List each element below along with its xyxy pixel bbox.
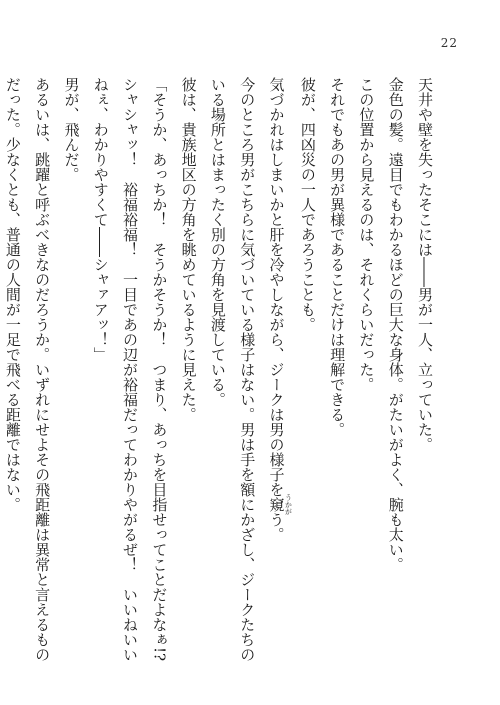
text-line: シャシャッ！ 裕福裕福！ 一目であの辺が裕福だってわかりやがるぜ！ いいねいい <box>121 77 140 662</box>
text-line: あるいは、跳躍と呼ぶべきなのだろうか。いずれにせよその飛距離は異常と言えるもの <box>33 77 52 662</box>
ruby-reading: うかが <box>284 494 293 515</box>
text-line: この位置から見えるのは、それくらいだった。 <box>357 77 376 392</box>
page-number: 22 <box>440 36 458 50</box>
text-line: 「そうか、あっちか！ そうかそうか！ つまり、あっちを目指せってことだよなぁ!? <box>150 77 169 662</box>
text-line: 金色の髪。遠目でもわかるほどの巨大な身体。がたいがよく、腕も太い。 <box>386 77 405 572</box>
text-line: 天井や壁を失ったそこには――男が一人、立っていた。 <box>416 77 434 452</box>
text-line: だった。少なくとも、普通の人間が一足で飛べる距離ではない。 <box>3 77 22 512</box>
text-line: 彼は、貴族地区の方角を眺めているように見えた。 <box>179 77 198 422</box>
text-line: いる場所とはまったく別の方角を見渡している。 <box>208 77 227 407</box>
text-line: 彼が、四凶災の一人であろうことも。 <box>298 77 317 332</box>
body-text <box>3 77 439 667</box>
text-line: 今のところ男がこちらに気づいている様子はない。男は手を額にかざし、ジークたちの <box>238 77 257 662</box>
text-line: それでもあの男が異様であることだけは理解できる。 <box>328 77 347 437</box>
ruby-annotation: 窺 うかが <box>267 494 293 515</box>
text-line: ねぇ、わかりやすくて――シャァアッ！」 <box>91 77 110 362</box>
text-line: 気づかれはしまいかと肝を冷やしながら、ジークは男の様子を窺 うかがう。 <box>267 77 293 542</box>
text-line: 男が、飛んだ。 <box>62 77 81 182</box>
